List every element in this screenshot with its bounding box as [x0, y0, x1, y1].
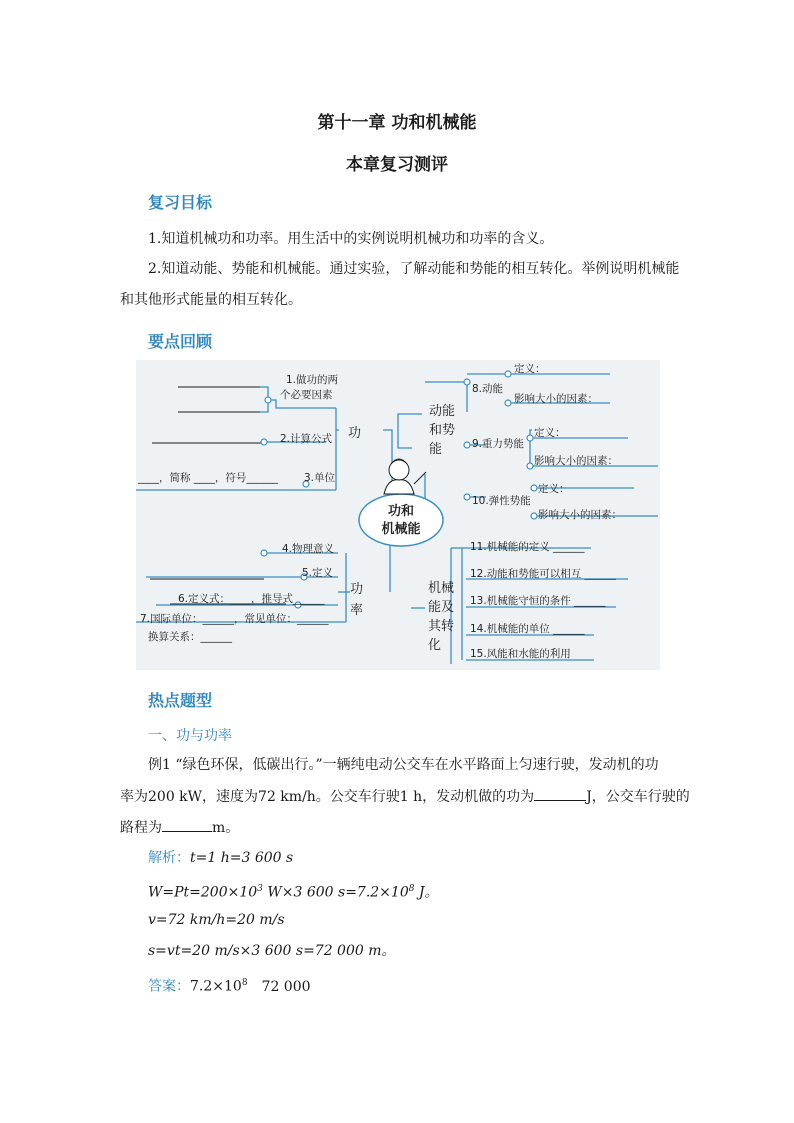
example-line2: 率为200 kW，速度为72 km/h。公交车行驶1 h，发动机做的功为 J，公交车行驶的 — [120, 786, 690, 807]
kp-label-3: 能 — [429, 442, 443, 457]
goal-2: 2.知道动能、势能和机械能。通过实验，了解动能和势能的相互转化。举例说明机械能 — [148, 261, 680, 277]
work-item3: 3.单位 — [304, 472, 336, 484]
solution-line4: s=vt=20 m/s×3 600 s=72 000 m。 — [148, 943, 396, 959]
answer-blank-work — [534, 786, 586, 801]
mech-item12: 12.动能和势能可以相互 ______ — [470, 568, 617, 580]
solution-line2: $W=Pt=200\times 10^3$ W×3 600 $s=7.2\times 10^8$ J。 — [148, 884, 439, 901]
solution-line3: v=72 km/h=20 m/s — [148, 912, 285, 928]
kp-item10: 10.弹性势能 — [472, 495, 531, 507]
kp-label-1: 动能 — [429, 404, 456, 419]
mech-item13: 13.机械能守恒的条件 ______ — [470, 595, 606, 607]
goal-1: 1.知道机械功和功率。用生活中的实例说明机械功和功率的含义。 — [148, 231, 554, 247]
mech-item15: 15.风能和水能的利用 — [470, 648, 571, 660]
page-subtitle: 本章复习测评 — [346, 155, 448, 175]
work-unit-line: ____，简称 ____，符号______ — [138, 472, 278, 484]
power-label-2: 率 — [350, 603, 364, 618]
example-line3: 路程为 m。 — [120, 817, 239, 838]
teacher-figure — [384, 459, 426, 494]
mech-item11: 11.机械能的定义 ______ — [470, 541, 585, 553]
mech-label-1: 机械 — [428, 581, 455, 596]
mind-map-svg — [136, 360, 660, 670]
kp-item8: 8.动能 — [472, 383, 504, 395]
answer-blank-distance — [162, 817, 212, 832]
mind-map — [136, 360, 660, 670]
kp-item9: 9.重力势能 — [472, 438, 525, 450]
section1-heading: 一、功与功率 — [148, 728, 232, 744]
kp-item9-factor: 影响大小的因素： — [534, 455, 618, 467]
kp-label-2: 和势 — [429, 423, 456, 438]
kp-item8-factor: 影响大小的因素： — [514, 393, 598, 405]
goal-2-cont: 和其他形式能量的相互转化。 — [120, 292, 302, 308]
answer-line: 答案：$7.2\times 10^8$ 72 000 — [148, 978, 311, 995]
review-heading: 要点回顾 — [148, 332, 213, 351]
example-line1: 例1 “绿色环保，低碳出行。”一辆纯电动公交车在水平路面上匀速行驶，发动机的功 — [148, 757, 659, 773]
mech-label-3: 其转 — [428, 619, 455, 634]
work-item1-b: 个必要因素 — [280, 389, 333, 401]
kp-item9-def: 定义： — [534, 427, 566, 439]
solution-line1: 解析：t=1 h=3 600 s — [148, 850, 294, 866]
mech-item14: 14.机械能的单位 ______ — [470, 623, 585, 635]
mech-label-4: 化 — [428, 638, 442, 653]
power-label-1: 功 — [350, 582, 364, 597]
kp-item8-def: 定义： — [514, 363, 546, 375]
work-label: 功 — [348, 426, 362, 441]
power-item6: 6.定义式：____，推导式______ — [178, 593, 325, 605]
goals-heading: 复习目标 — [148, 193, 213, 212]
power-item4: 4.物理意义 — [282, 543, 335, 555]
work-item2: 2.计算公式 — [280, 433, 333, 445]
power-item7-b: 换算关系：______ — [148, 631, 232, 643]
mind-map-center-1: 功和 — [387, 504, 415, 519]
kp-item10-factor: 影响大小的因素： — [538, 509, 622, 521]
mech-label-2: 能及 — [428, 600, 455, 615]
mind-map-center-2: 机械能 — [381, 522, 421, 537]
kp-item10-def: 定义： — [538, 483, 570, 495]
hot-heading: 热点题型 — [148, 691, 213, 710]
chapter-title: 第十一章 功和机械能 — [317, 113, 477, 133]
power-item5: 5.定义 — [302, 567, 334, 579]
work-item1-a: 1.做功的两 — [286, 374, 339, 386]
power-item7-a: 7.国际单位：______，常见单位：______ — [140, 613, 329, 625]
